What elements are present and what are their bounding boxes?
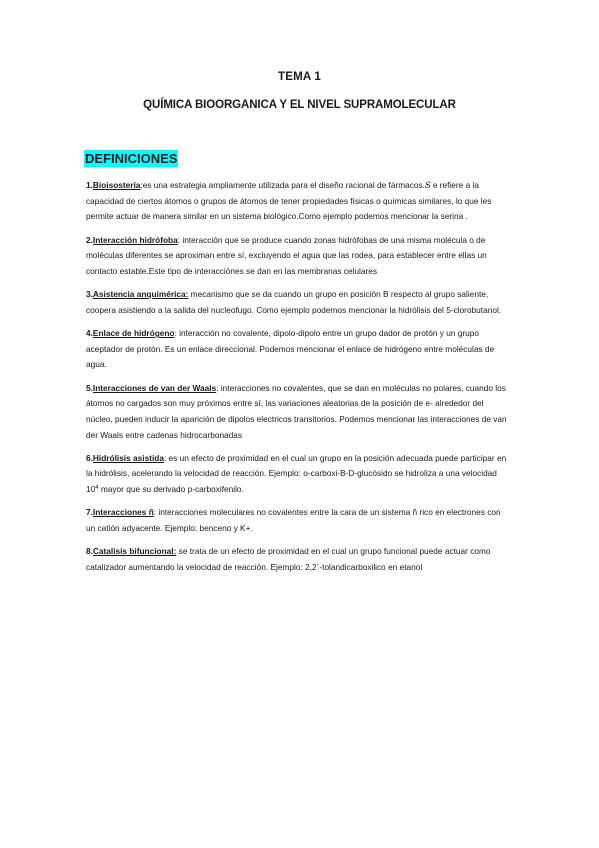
definition-text: : es un efecto de proximidad en el cual un grupo en la posición adecuada puede participar en la hidrólisis, acelerando la velocidad de reacción. Ejemplo: o-carboxi-B-D-glucósido se hidroliza a una velocidad 10 <box>86 452 507 495</box>
page-heading: TEMA 1 <box>278 71 321 83</box>
definition-item <box>86 287 510 318</box>
definition-number: 1. <box>86 180 93 190</box>
definition-text: : interacción no covalente, dipolo-dipolo entre un grupo dador de protón y un grupo aceptador de protón. Es un enlace direccional. Podemos mencionar el enlace de hidrógeno entre moléculas de agua. <box>86 328 495 370</box>
definition-item <box>86 381 510 443</box>
definition-item <box>86 544 510 575</box>
definition-text: se trata de un efecto de proximidad en el cual un grupo funcional puede actuar como catalizador aumentando la velocidad de reacción. Ejemplo: 2,2`-tolandicarboxilico en etanol <box>86 546 491 573</box>
definition-term: Asistencia anquimérica: <box>92 289 189 300</box>
definition-term: Interacciones ñ <box>92 507 154 518</box>
definition-text-continued: mayor que su derivado p-carboxifenilo. <box>98 484 244 495</box>
definitions-list <box>86 178 510 583</box>
definition-item <box>86 178 510 225</box>
definition-term: Hidrólisis asistida <box>92 452 164 463</box>
definition-term: Bioisostería <box>92 180 141 190</box>
definition-text: : interacciones moleculares no covalentes entre la cara de un sistema ñ rico en electrones con un catión adyacente. Ejemplo: benceno y K+. <box>86 507 501 534</box>
definition-number: 7. <box>86 507 93 518</box>
definition-term: Interacción hidrófoba <box>92 234 178 245</box>
definition-item <box>86 505 510 536</box>
definition-item <box>86 451 510 498</box>
definition-number: 8. <box>86 546 93 557</box>
definition-number: 4. <box>86 328 93 339</box>
definition-item <box>86 233 510 280</box>
exponent: 4 <box>95 485 99 492</box>
definition-number: 6. <box>86 452 93 463</box>
definition-text: : interacciones no covalentes, que se dan en moléculas no polares, cuando los átomos no cargados son muy próximos entre sí, las variaciones aleatorias de la posición de e- alrededor del núcleo, pueden inducir la aparición de dipolos electricos transitorios. Podemos mencionar las interacciones de van der Waals entre cadenas hidrocarbonadas <box>86 382 507 440</box>
page-subtitle: QUÍMICA BIOORGANICA Y EL NIVEL SUPRAMOLECULAR <box>143 99 456 111</box>
definition-item <box>86 326 510 373</box>
definition-term: Catalisis bifuncional: <box>92 546 177 557</box>
definition-text: mecanismo que se da cuando un grupo en posición B respecto al grupo saliente, coopera asistiendo a la salida del nucleofugo. Como ejemplo podemos mencionar la hidrólisis del 5-clorobutanol. <box>86 289 502 315</box>
definition-term: Interacciones de van der Waals <box>92 382 217 393</box>
definition-text: : interacción que se produce cuando zonas hidrófobas de una misma molécula o de moléculas diferentes se aproximan entre sí, excluyendo el agua que las rodea, para establecer entre ellas un contacto estable.Este tipo de interacciónes se dan en las membranas celulares <box>86 234 487 276</box>
definition-number: 5. <box>86 382 93 393</box>
definition-term: Enlace de hidrógeno <box>92 328 175 339</box>
definition-number: 3. <box>86 289 93 300</box>
definition-text: :es una estrategia ampliamente utilizada para el diseño racional de fármacos.𝑆 e refiere a la capacidad de ciertos átomos o grupos de átomos de tener propiedades físicas o químicas similares, lo que les permite actuar de manera similar en un sistema biológico.Como ejemplo podemos mencionar la serina . <box>86 180 492 222</box>
section-title: DEFINICIONES <box>85 151 178 166</box>
definition-number: 2. <box>86 234 93 245</box>
